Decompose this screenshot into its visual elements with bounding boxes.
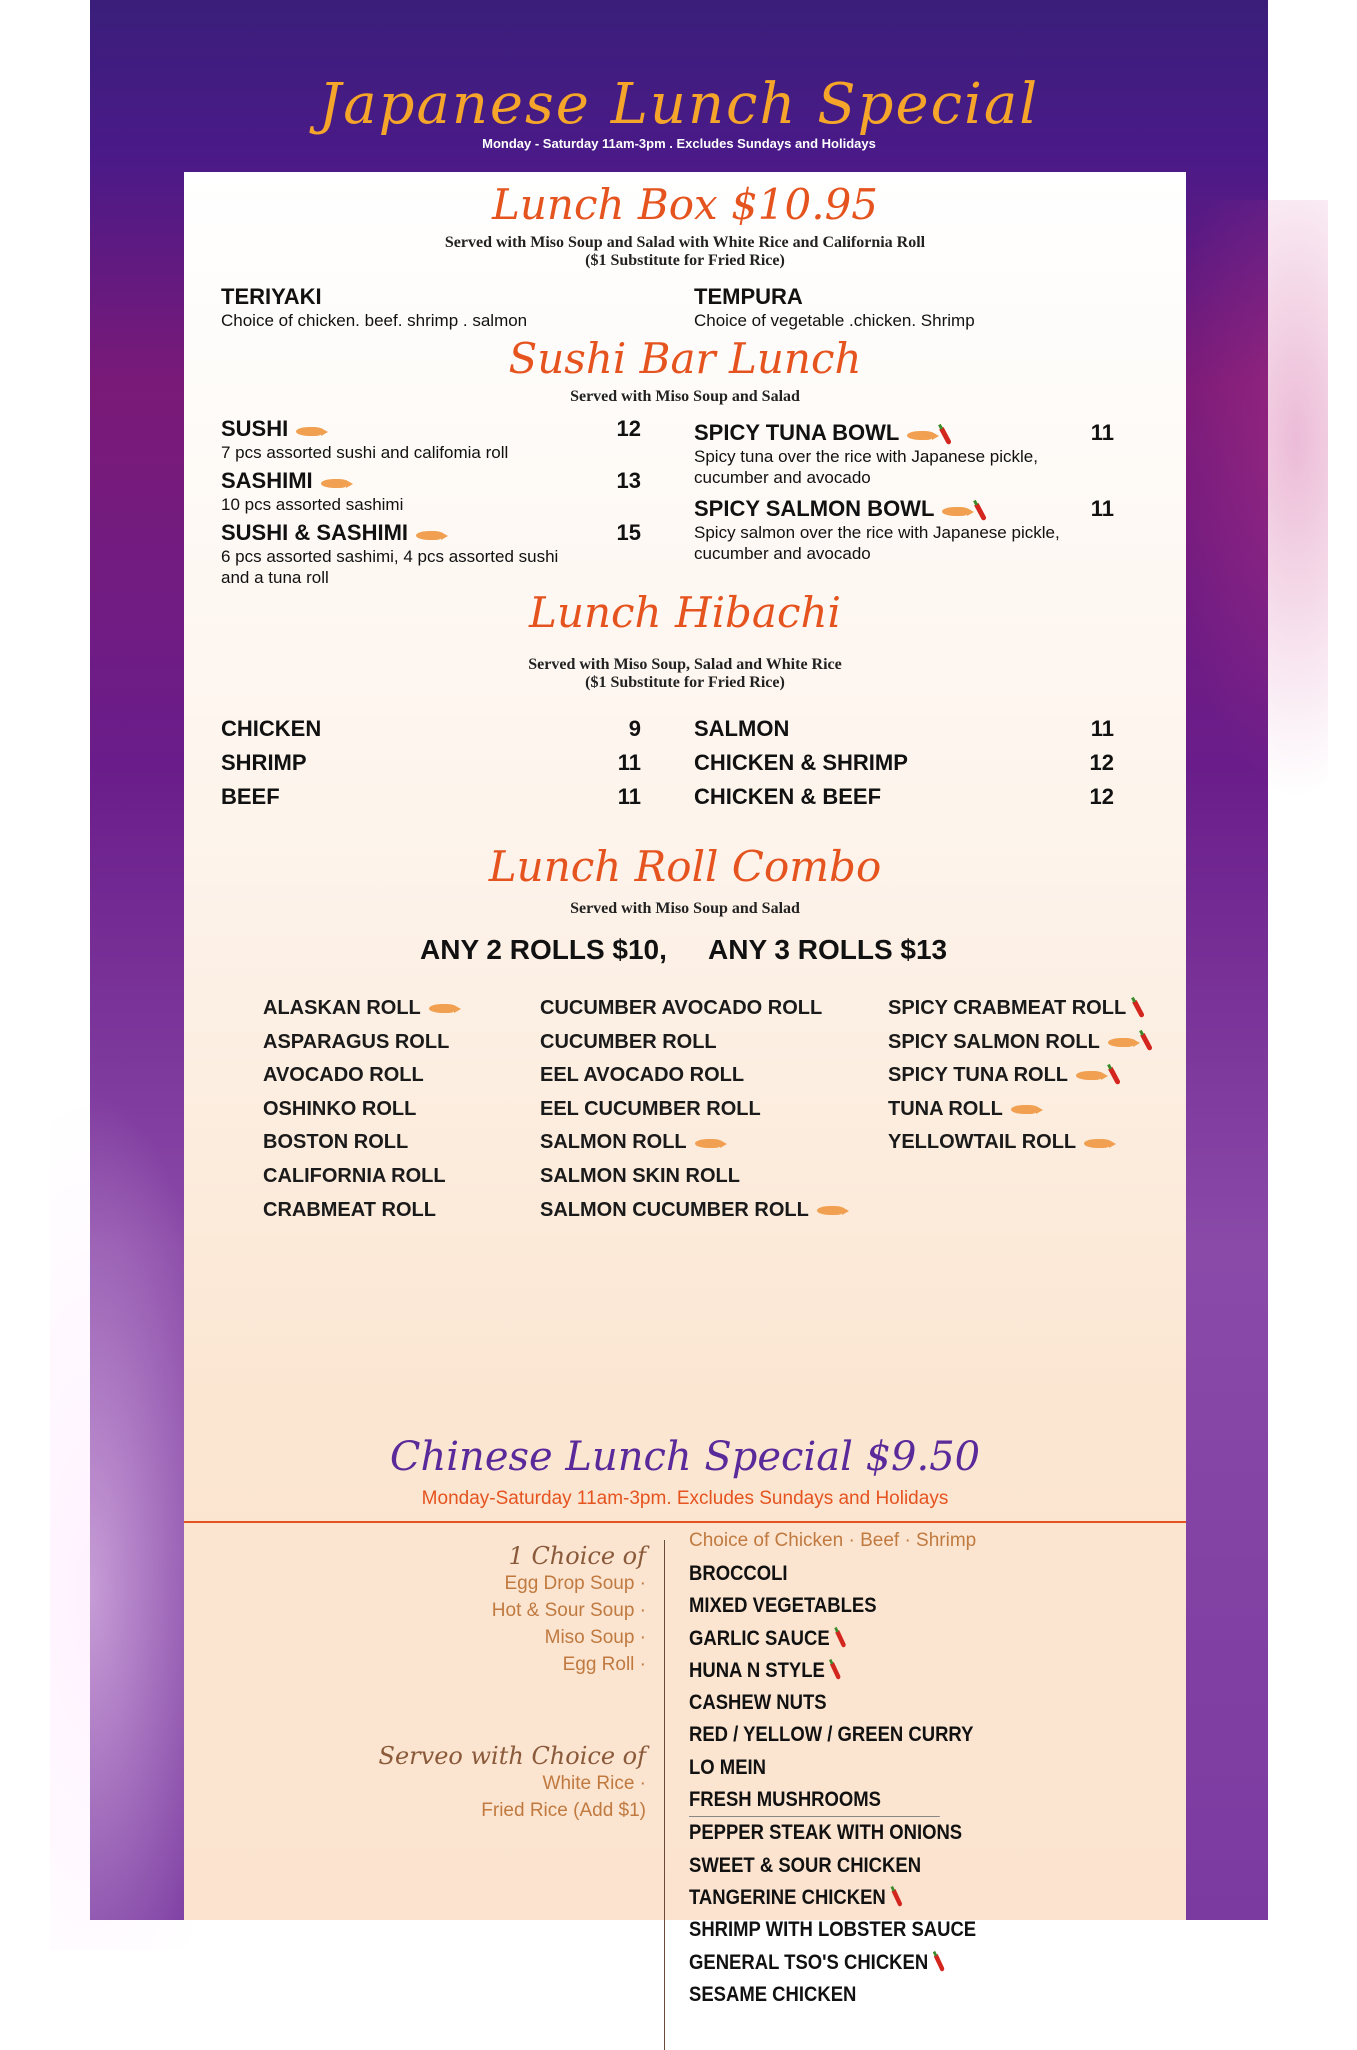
dish-item: LO MEIN xyxy=(689,1755,766,1779)
menu-item-chicken-shrimp xyxy=(694,750,1114,784)
fish-icon xyxy=(907,431,933,440)
dish-item: SESAME CHICKEN xyxy=(689,1982,857,2006)
roll-item: SALMON ROLL xyxy=(540,1126,843,1160)
menu-item-spicy-salmon-bowl xyxy=(694,496,1114,564)
lunch-box-note: Served with Miso Soup and Salad with White Rice and California Roll xyxy=(444,234,926,251)
protein-note: Choice of Chicken · Beef · Shrimp xyxy=(689,1530,977,1551)
page-subtitle: Monday - Saturday 11am-3pm . Excludes Sundays and Holidays xyxy=(482,136,876,151)
roll-combo-note: Served with Miso Soup and Salad xyxy=(570,900,800,917)
chili-pepper-icon xyxy=(830,1662,841,1680)
roll-item: SPICY CRABMEAT ROLL xyxy=(888,992,1149,1026)
roll-column-2 xyxy=(540,992,843,1227)
fish-icon xyxy=(942,507,968,516)
chinese-special-title: Chinese Lunch Special $9.50 xyxy=(389,1434,981,1480)
offer-three-rolls: ANY 3 ROLLS $13 xyxy=(708,934,948,965)
item-desc: 6 pcs assorted sashimi, 4 pcs assorted sushi and a tuna roll xyxy=(221,547,559,587)
item-desc: 7 pcs assorted sushi and califomia roll xyxy=(221,443,509,462)
dish-item: CASHEW NUTS xyxy=(689,1691,827,1715)
choice-heading: 1 Choice of xyxy=(508,1542,646,1570)
choice-option: Egg Drop Soup · xyxy=(504,1573,646,1594)
fish-icon xyxy=(416,531,442,540)
item-name: SUSHI xyxy=(221,416,289,441)
roll-item: EEL CUCUMBER ROLL xyxy=(540,1097,761,1120)
menu-item-salmon xyxy=(694,716,1114,750)
lunch-box-note-2: ($1 Substitute for Fried Rice) xyxy=(585,252,785,269)
rice-choices xyxy=(379,1742,646,1824)
item-name: SPICY TUNA BOWL xyxy=(694,420,900,445)
sushi-bar-title: Sushi Bar Lunch xyxy=(508,334,862,383)
roll-item: ALASKAN ROLL xyxy=(263,992,455,1026)
fish-icon xyxy=(817,1206,843,1215)
soup-choices xyxy=(492,1542,646,1678)
choice-option: Miso Soup · xyxy=(544,1627,646,1648)
menu-item-beef xyxy=(221,784,641,818)
dish-item: SHRIMP WITH LOBSTER SAUCE xyxy=(689,1918,977,1942)
chili-pepper-icon xyxy=(934,1954,945,1972)
fish-icon xyxy=(296,427,322,436)
item-name: TERIYAKI xyxy=(221,284,322,309)
menu-item-spicy-tuna-bowl xyxy=(694,420,1114,488)
dish-item: GENERAL TSO'S CHICKEN xyxy=(689,1947,976,1979)
item-price: 11 xyxy=(1090,716,1114,741)
choice-option: Egg Roll · xyxy=(562,1654,646,1675)
sushi-bar-note: Served with Miso Soup and Salad xyxy=(570,388,800,405)
chili-pepper-icon xyxy=(1108,1067,1121,1085)
item-name: SUSHI & SASHIMI xyxy=(221,520,409,545)
menu-page xyxy=(90,0,1268,2006)
item-desc: Spicy salmon over the rice with Japanese pickle, cucumber and avocado xyxy=(694,523,1060,563)
hibachi-right-list xyxy=(694,716,1114,818)
item-name: SASHIMI xyxy=(221,468,313,493)
roll-item: CRABMEAT ROLL xyxy=(263,1198,436,1221)
served-heading: Serveo with Choice of xyxy=(378,1742,646,1770)
roll-item: SPICY TUNA ROLL xyxy=(888,1059,1149,1093)
item-price: 11 xyxy=(617,784,641,809)
fish-icon xyxy=(695,1139,721,1148)
menu-item-teriyaki xyxy=(221,284,527,331)
item-name: SALMON xyxy=(694,716,790,741)
item-name: SHRIMP xyxy=(221,750,307,775)
menu-item-chicken xyxy=(221,716,641,750)
item-price: 11 xyxy=(1090,496,1114,521)
chili-pepper-icon xyxy=(835,1630,846,1648)
roll-column-1 xyxy=(263,992,455,1227)
menu-card xyxy=(184,172,1186,2006)
divider xyxy=(184,1521,1186,1523)
dish-item: RED / YELLOW / GREEN CURRY xyxy=(689,1723,974,1747)
item-name: CHICKEN xyxy=(221,716,322,741)
dish-item: SWEET & SOUR CHICKEN xyxy=(689,1853,922,1877)
roll-column-3 xyxy=(888,992,1149,1160)
chili-pepper-icon xyxy=(1140,1033,1153,1051)
roll-combo-title: Lunch Roll Combo xyxy=(488,842,882,891)
dish-item: HUNA N STYLE xyxy=(689,1655,976,1687)
fish-icon xyxy=(1108,1038,1134,1047)
dish-item: FRESH MUSHROOMS xyxy=(689,1784,940,1817)
menu-item-tempura xyxy=(694,284,975,331)
roll-item: YELLOWTAIL ROLL xyxy=(888,1126,1149,1160)
item-price: 15 xyxy=(616,520,641,545)
roll-item: SPICY SALMON ROLL xyxy=(888,1026,1149,1060)
hibachi-note-2: ($1 Substitute for Fried Rice) xyxy=(585,674,785,691)
item-price: 12 xyxy=(616,416,641,441)
roll-item: AVOCADO ROLL xyxy=(263,1064,424,1087)
fish-icon xyxy=(1076,1071,1102,1080)
item-name: TEMPURA xyxy=(694,284,803,309)
hibachi-note: Served with Miso Soup, Salad and White Rice xyxy=(528,656,842,673)
fish-icon xyxy=(321,479,347,488)
item-desc: Choice of chicken. beef. shrimp . salmon xyxy=(221,311,528,330)
item-name: CHICKEN & BEEF xyxy=(694,784,882,809)
roll-item: SALMON CUCUMBER ROLL xyxy=(540,1194,843,1228)
menu-item-shrimp xyxy=(221,750,641,784)
menu-item-sushi xyxy=(221,416,641,463)
roll-item: CALIFORNIA ROLL xyxy=(263,1164,446,1187)
item-name: BEEF xyxy=(221,784,280,809)
dish-item: BROCCOLI xyxy=(689,1562,788,1585)
dish-item: TANGERINE CHICKEN xyxy=(689,1882,976,1914)
chili-pepper-icon xyxy=(939,427,952,445)
hibachi-left-list xyxy=(221,716,641,818)
hibachi-title: Lunch Hibachi xyxy=(529,588,841,637)
rice-option: Fried Rice (Add $1) xyxy=(481,1800,646,1821)
item-price: 13 xyxy=(616,468,641,493)
item-desc: 10 pcs assorted sashimi xyxy=(221,495,404,514)
item-price: 9 xyxy=(628,716,641,741)
chili-pepper-icon xyxy=(974,503,987,521)
roll-item: ASPARAGUS ROLL xyxy=(263,1030,450,1053)
dish-item: PEPPER STEAK WITH ONIONS xyxy=(689,1821,963,1845)
choice-option: Hot & Sour Soup · xyxy=(491,1600,646,1621)
fish-icon xyxy=(1011,1105,1037,1114)
roll-item: TUNA ROLL xyxy=(888,1093,1149,1127)
item-price: 12 xyxy=(1089,784,1114,809)
chili-pepper-icon xyxy=(891,1889,902,1907)
chili-pepper-icon xyxy=(1132,1000,1145,1018)
item-price: 11 xyxy=(1090,420,1114,445)
item-name: CHICKEN & SHRIMP xyxy=(694,750,908,775)
dish-item: GARLIC SAUCE xyxy=(689,1623,976,1655)
item-price: 12 xyxy=(1089,750,1114,775)
item-desc: Spicy tuna over the rice with Japanese pickle, cucumber and avocado xyxy=(694,447,1038,487)
item-name: SPICY SALMON BOWL xyxy=(694,496,935,521)
menu-item-sashimi xyxy=(221,468,641,515)
page-title: Japanese Lunch Special xyxy=(318,72,1040,137)
roll-item: CUCUMBER AVOCADO ROLL xyxy=(540,997,823,1019)
roll-item: EEL AVOCADO ROLL xyxy=(540,1064,745,1087)
lunch-box-title: Lunch Box $10.95 xyxy=(491,180,879,229)
fish-icon xyxy=(1084,1139,1110,1148)
menu-item-chicken-beef xyxy=(694,784,1114,818)
column-divider xyxy=(664,1540,665,2050)
item-desc: Choice of vegetable .chicken. Shrimp xyxy=(694,311,975,330)
decorative-glow xyxy=(1168,200,1328,800)
dish-list xyxy=(689,1558,1015,2011)
roll-item: BOSTON ROLL xyxy=(263,1131,409,1154)
dish-item: MIXED VEGETABLES xyxy=(689,1594,877,1618)
item-price: 11 xyxy=(617,750,641,775)
rice-option: White Rice · xyxy=(542,1773,646,1794)
roll-item: SALMON SKIN ROLL xyxy=(540,1164,740,1187)
menu-item-sushi-sashimi xyxy=(221,520,641,588)
roll-item: CUCUMBER ROLL xyxy=(540,1030,717,1053)
roll-item: OSHINKO ROLL xyxy=(263,1097,417,1120)
offer-two-rolls: ANY 2 ROLLS $10, xyxy=(420,934,667,965)
fish-icon xyxy=(429,1004,455,1013)
chinese-special-subtitle: Monday-Saturday 11am-3pm. Excludes Sundays and Holidays xyxy=(421,1488,949,1509)
